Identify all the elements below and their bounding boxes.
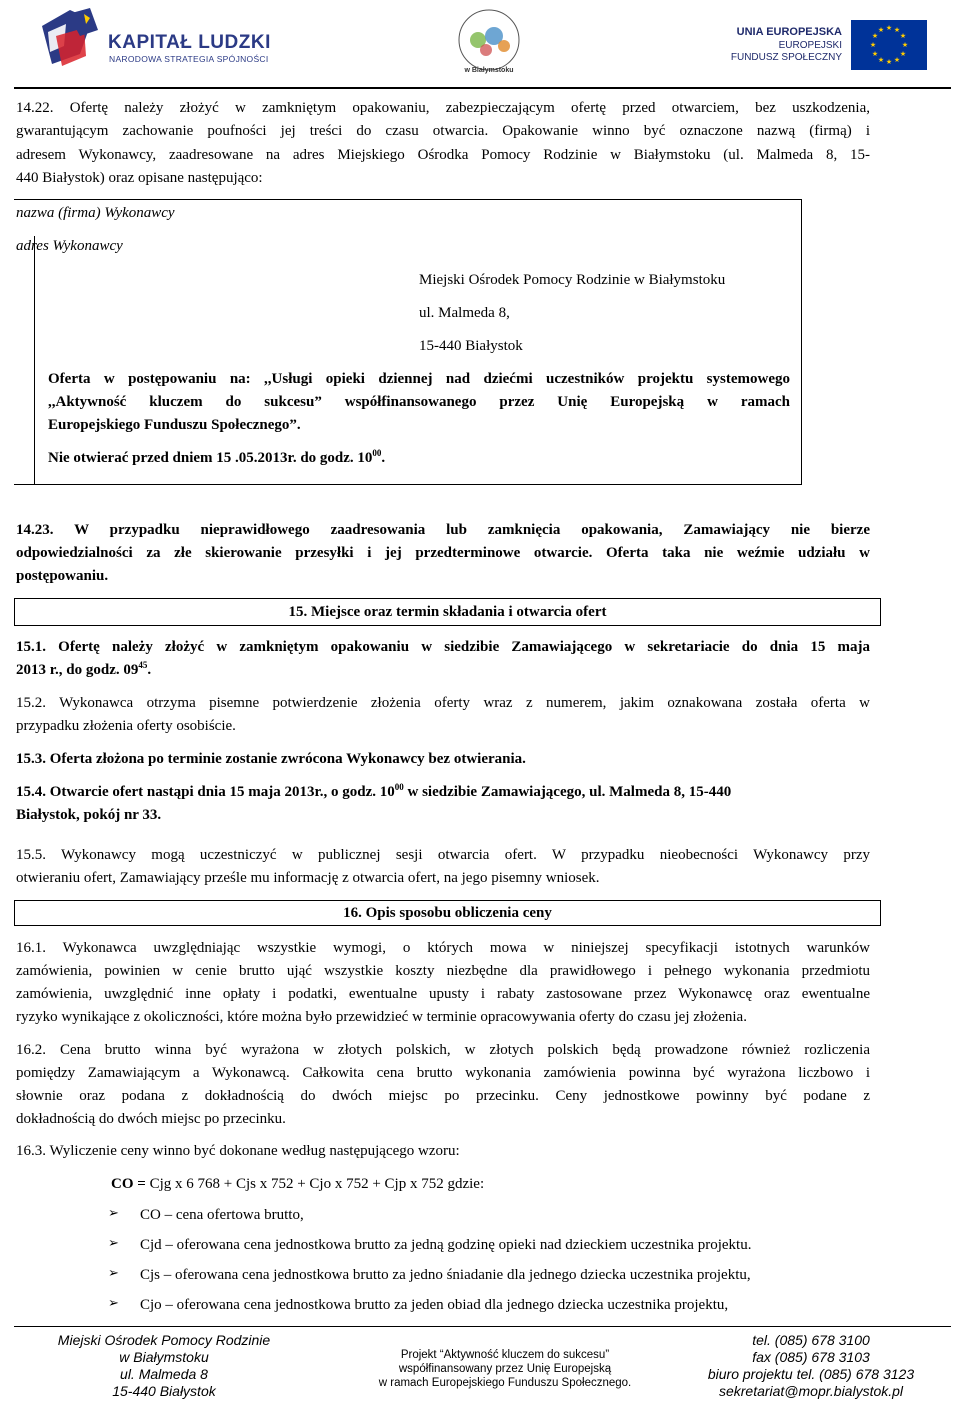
footer-project-office-phone: biuro projektu tel. (085) 678 3123 [707,1366,915,1382]
definition-cjs: Cjs – oferowana cena jednostkowa brutto za jedno śniadanie dla jednego dziecka uczestnika projektu, [140,1267,751,1283]
mopr-logo-icon [438,6,540,76]
envelope-contractor-name: nazwa (firma) Wykonawcy [16,205,175,221]
page-header [0,0,960,88]
eu-subtitle-1: EUROPEJSKI [778,40,842,51]
footer-project-line-3: w ramach Europejskiego Funduszu Społecznego. [378,1377,632,1389]
page-footer [0,1330,960,1403]
paragraph-15-2-line-2: przypadku złożenia oferty osobiście. [16,718,236,734]
footer-project-line-1: Projekt “Aktywność kluczem do sukcesu” [400,1349,610,1361]
eu-flag-icon [851,20,927,70]
paragraph-16-2-line-2: pomiędzy Zamawiającym a Wykonawcą. Całkowita cena brutto wykonania zamówienia powinna być wyrażona liczbowo i [16,1065,870,1081]
paragraph-14-23-line-2: odpowiedzialności za złe skierowanie przesyłki i jej przedterminowe otwarcie. Oferta taka nie weźmie udziału w [16,545,870,561]
section-16-heading: 16. Opis sposobu obliczenia ceny [14,900,881,926]
definition-cjo: Cjo – oferowana cena jednostkowa brutto za jeden obiad dla jednego dziecka uczestnika projektu, [140,1297,729,1313]
footer-rule [14,1326,951,1327]
eu-title: UNIA EUROPEJSKA [736,26,842,38]
arrow-bullet-icon: ➢ [108,1206,119,1221]
header-rule [14,87,951,89]
svg-text:★: ★ [869,41,877,49]
svg-text:★: ★ [899,50,907,58]
arrow-bullet-icon: ➢ [108,1266,119,1281]
section-15-heading: 15. Miejsce oraz termin składania i otwarcia ofert [14,598,881,626]
paragraph-15-3: 15.3. Oferta złożona po terminie zostanie zwrócona Wykonawcy bez otwierania. [16,751,526,767]
paragraph-16-1-line-4: ryzyko wynikające z okoliczności, które można było przewidzieć w terminie opracowywania oferty do czasu jej złożenia. [16,1009,747,1025]
kapital-ludzki-title: KAPITAŁ LUDZKI [108,32,271,53]
footer-org-name: Miejski Ośrodek Pomocy Rodzinie [57,1332,271,1348]
envelope-recipient-city: 15-440 Białystok [419,338,523,354]
svg-text:★: ★ [877,56,885,64]
footer-fax: fax (085) 678 3103 [752,1349,870,1365]
paragraph-16-2-line-3: słownie oraz podana z dokładnością do dwóch miejsc po przecinku. Ceny jednostkowe powinny być podane z [16,1088,870,1104]
envelope-contractor-address: adres Wykonawcy [16,238,123,254]
paragraph-14-22-line-1: 14.22. Ofertę należy złożyć w zamkniętym opakowaniu, zabezpieczającym ofertę przed otwarciem, bez uszkodzenia, [16,100,870,116]
envelope-offer-line-1: Oferta w postępowaniu na: ,,Usługi opieki dziennej nad dziećmi uczestników projektu systemowego [48,371,790,387]
svg-text:★: ★ [885,58,893,66]
definition-co: CO – cena ofertowa brutto, [140,1207,304,1223]
svg-text:★: ★ [871,50,879,58]
svg-text:★: ★ [893,56,901,64]
footer-email[interactable]: sekretariat@mopr.bialystok.pl [718,1383,904,1399]
envelope-recipient-name: Miejski Ośrodek Pomocy Rodzinie w Białymstoku [419,272,726,288]
envelope-label-box [14,199,802,485]
paragraph-14-22-line-4: 440 Białystok) oraz opisane następująco: [16,170,263,186]
footer-org-city: w Białymstoku [119,1349,209,1365]
paragraph-14-22-line-2: gwarantującym zachowanie poufności jej treści do czasu otwarcia. Opakowanie winno być oznaczone nazwą (firmą) i [16,123,870,139]
svg-text:★: ★ [871,32,879,40]
footer-org-street: ul. Malmeda 8 [120,1366,208,1382]
paragraph-14-23-line-1: 14.23. W przypadku nieprawidłowego zaadresowania lub zamknięcia opakowania, Zamawiający nie bierze [16,522,870,538]
paragraph-15-5-line-2: otwieraniu ofert, Zamawiający prześle mu informację z otwarcia ofert, na jego pisemny wniosek. [16,870,600,886]
paragraph-16-3: 16.3. Wyliczenie ceny winno być dokonane według następującego wzoru: [16,1143,460,1159]
paragraph-16-1-line-2: zamówienia, powinien w cenie brutto ująć wszystkie koszty niezbędne dla prawidłowego i pełnego wykonania przedmiotu [16,963,870,979]
paragraph-15-4-line-1: 15.4. Otwarcie ofert nastąpi dnia 15 maja 2013r., o godz. $10^{00}$ w siedzibie Zamawiającego, ul. Malmeda 8, 15-440 [16,782,732,800]
svg-text:★: ★ [893,26,901,34]
svg-text:w Białymstoku: w Białymstoku [464,67,514,74]
footer-phone: tel. (085) 678 3100 [752,1332,870,1348]
paragraph-14-22-line-3: adresem Wykonawcy, zaadresowane na adres Miejskiego Ośrodka Pomocy Rodzinie w Białymstoku (ul. Malmeda 8, 15- [16,147,870,163]
paragraph-16-1-line-1: 16.1. Wykonawca uwzględniając wszystkie wymogi, o których mowa w niniejszej specyfikacji istotnych warunków [16,940,870,956]
paragraph-16-1-line-3: zamówienia, uwzględnić inne opłaty i podatki, ewentualne upusty i rabaty zastosowane przez Wykonawcę oraz ewentualne [16,986,870,1002]
envelope-recipient-street: ul. Malmeda 8, [419,305,510,321]
paragraph-15-5-line-1: 15.5. Wykonawcy mogą uczestniczyć w publicznej sesji otwarcia ofert. W przypadku nieobecności Wykonawcy przy [16,847,870,863]
paragraph-15-2-line-1: 15.2. Wykonawca otrzyma pisemne potwierdzenie złożenia oferty wraz z numerem, jakim oznakowana została oferta w [16,695,870,711]
envelope-offer-line-3: Europejskiego Funduszu Społecznego”. [48,417,301,433]
eu-subtitle-2: FUNDUSZ SPOŁECZNY [730,52,842,63]
arrow-bullet-icon: ➢ [108,1236,119,1251]
paragraph-16-2-line-1: 16.2. Cena brutto winna być wyrażona w złotych polskich, w złotych polskich będą prowadzone również rozliczenia [16,1042,870,1058]
paragraph-15-1-line-1: 15.1. Ofertę należy złożyć w zamkniętym opakowaniu w siedzibie Zamawiającego w sekretariacie do dnia 15 maja [16,639,870,655]
svg-text:★: ★ [877,26,885,34]
svg-text:★: ★ [901,41,909,49]
definition-cjd: Cjd – oferowana cena jednostkowa brutto za jedną godzinę opieki nad dzieckiem uczestnika projektu. [140,1237,752,1253]
svg-text:★: ★ [885,24,893,32]
paragraph-14-23-line-3: postępowaniu. [16,568,109,584]
svg-text:★: ★ [899,32,907,40]
price-formula: CO = Cjg x 6 768 + Cjs x 752 + Cjo x 752 + Cjp x 752 gdzie: [111,1176,485,1192]
paragraph-15-4-line-2: Białystok, pokój nr 33. [16,807,162,823]
paragraph-15-1-line-2: 2013 r., do godz. $09^{45}$. [16,660,152,678]
kapital-ludzki-subtitle: NARODOWA STRATEGIA SPÓJNOŚCI [109,54,269,64]
footer-project-line-2: współfinansowany przez Unię Europejską [398,1363,612,1375]
footer-org-postcode: 15-440 Białystok [112,1383,216,1399]
envelope-do-not-open: Nie otwierać przed dniem 15 .05.2013r. do godz. $10^{00}$. [48,448,386,466]
paragraph-16-2-line-4: dokładnością do dwóch miejsc po przecinku. [16,1111,286,1127]
envelope-offer-line-2: ,,Aktywność kluczem do sukcesu” współfinansowanego przez Unię Europejską w ramach [48,394,790,410]
arrow-bullet-icon: ➢ [108,1296,119,1311]
